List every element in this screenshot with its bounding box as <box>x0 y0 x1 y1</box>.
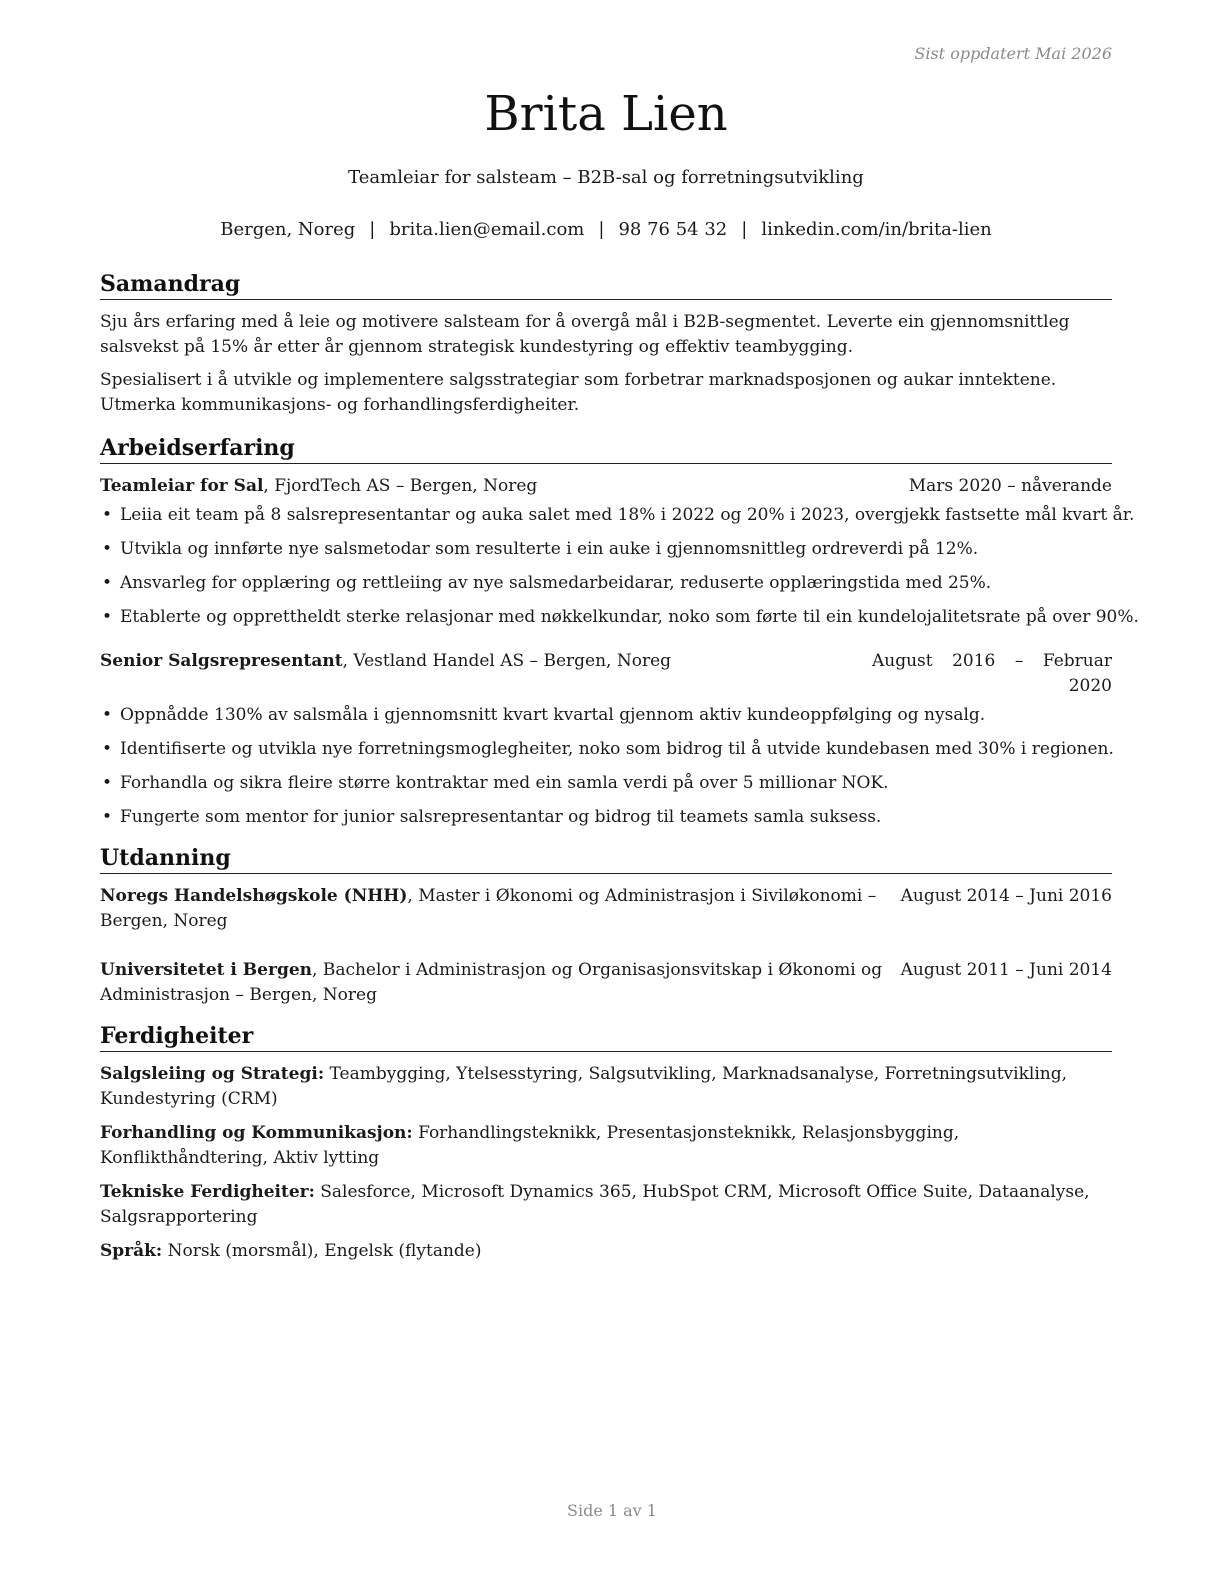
contact-linkedin[interactable]: linkedin.com/in/brita-lien <box>761 219 992 240</box>
section-title-education: Utdanning <box>100 844 1112 874</box>
skill-label: Språk: <box>100 1241 163 1261</box>
education-school: Universitetet i Bergen <box>100 960 313 980</box>
headline: Teamleiar for salsteam – B2B-sal og forretningsutvikling <box>348 167 864 188</box>
summary-paragraph: Spesialisert i å utvikle og implementere salgsstrategiar som forbetrar marknadsposjonen og aukar inntektene. Utmerka kommunikasjons- og forhandlingsferdigheiter. <box>100 370 1057 415</box>
skill-value: Salesforce, Microsoft Dynamics 365, HubSpot CRM, Microsoft Office Suite, Dataanalyse, Salgsrapportering <box>100 1182 1090 1227</box>
list-item <box>100 771 1112 796</box>
job-role: Teamleiar for Sal <box>100 476 264 496</box>
education-entry <box>100 884 1112 934</box>
job-header <box>100 474 1112 499</box>
section-title-skills: Ferdigheiter <box>100 1022 1112 1052</box>
last-updated: Sist oppdatert Mai 2026 <box>914 44 1112 63</box>
page-number: Side 1 av 1 <box>567 1501 657 1520</box>
bullet-icon: • <box>102 539 113 559</box>
bullet-icon: • <box>102 705 113 725</box>
resume-content <box>100 270 1139 1273</box>
bullet-icon: • <box>102 573 113 593</box>
bullet-text: Fungerte som mentor for junior salsrepresentantar og bidrog til teamets samla suksess. <box>120 807 882 827</box>
skill-value: Norsk (morsmål), Engelsk (flytande) <box>162 1241 482 1261</box>
skill-row <box>100 1121 1112 1171</box>
contact-separator: | <box>369 219 376 240</box>
skill-label: Forhandling og Kommunikasjon: <box>100 1123 413 1143</box>
summary-paragraph: Sju års erfaring med å leie og motivere salsteam for å overgå mål i B2B-segmentet. Leverte ein gjennomsnittleg salsvekst på 15% år etter år gjennom strategisk kundestyring og effektiv teambygging. <box>100 312 1070 357</box>
job-bullets <box>100 503 1139 630</box>
education-dates: August 2014 – Juni 2016 <box>900 886 1112 906</box>
person-name: Brita Lien <box>484 86 728 142</box>
contact-location: Bergen, Noreg <box>220 219 356 240</box>
section-title-summary: Samandrag <box>100 270 1112 300</box>
list-item <box>100 703 1112 728</box>
education-school: Noregs Handelshøgskole (NHH) <box>100 886 408 906</box>
skill-row <box>100 1062 1112 1112</box>
education-detail: , Master i Økonomi og Administrasjon i Siviløkonomi – Bergen, Noreg <box>100 886 877 931</box>
contact-separator: | <box>598 219 605 240</box>
list-item <box>100 737 1112 762</box>
education-entry <box>100 958 1112 1008</box>
job-header <box>100 649 1112 699</box>
job-entry <box>100 474 1139 630</box>
list-item <box>100 605 1139 630</box>
skill-label: Tekniske Ferdigheiter: <box>100 1182 315 1202</box>
contact-separator: | <box>741 219 748 240</box>
bullet-icon: • <box>102 607 113 627</box>
list-item <box>100 805 1112 830</box>
list-item <box>100 571 1112 596</box>
bullet-text: Identifiserte og utvikla nye forretningsmoglegheiter, noko som bidrog til å utvide kundebasen med 30% i regionen. <box>120 739 1114 759</box>
bullet-text: Ansvarleg for opplæring og rettleiing av nye salsmedarbeidarar, reduserte opplæringstida med 25%. <box>120 573 992 593</box>
job-company: , Vestland Handel AS – Bergen, Noreg <box>342 651 672 671</box>
list-item <box>100 537 1112 562</box>
job-company: , FjordTech AS – Bergen, Noreg <box>263 476 538 496</box>
job-role: Senior Salgsrepresentant <box>100 651 343 671</box>
contact-line <box>100 219 1112 240</box>
bullet-text: Utvikla og innførte nye salsmetodar som resulterte i ein auke i gjennomsnittleg ordreverdi på 12%. <box>120 539 979 559</box>
skill-row <box>100 1239 1112 1264</box>
job-dates: Mars 2020 – nåverande <box>908 476 1112 496</box>
bullet-text: Oppnådde 130% av salsmåla i gjennomsnitt kvart kvartal gjennom aktiv kundeoppfølging og nysalg. <box>120 705 986 725</box>
skill-value: Teambygging, Ytelsesstyring, Salgsutvikling, Marknadsanalyse, Forretningsutvikling, Kundestyring (CRM) <box>100 1064 1067 1109</box>
bullet-text: Leiia eit team på 8 salsrepresentantar og auka salet med 18% i 2022 og 20% i 2023, overgjekk fastsette mål kvart år. <box>120 505 1135 525</box>
bullet-icon: • <box>102 505 113 525</box>
education-dates: August 2011 – Juni 2014 <box>900 960 1112 980</box>
list-item <box>100 503 1135 528</box>
skill-row <box>100 1180 1112 1230</box>
bullet-icon: • <box>102 773 113 793</box>
bullet-icon: • <box>102 739 113 759</box>
job-entry <box>100 649 1112 830</box>
section-title-experience: Arbeidserfaring <box>100 434 1112 464</box>
bullet-text: Etablerte og opprettheldt sterke relasjonar med nøkkelkundar, noko som førte til ein kundelojalitetsrate på over 90%. <box>120 607 1139 627</box>
bullet-icon: • <box>102 807 113 827</box>
contact-phone: 98 76 54 32 <box>618 219 728 240</box>
contact-email[interactable]: brita.lien@email.com <box>389 219 585 240</box>
job-dates: August 2016 – Februar 2020 <box>872 651 1112 696</box>
bullet-text: Forhandla og sikra fleire større kontraktar med ein samla verdi på over 5 millionar NOK. <box>120 773 889 793</box>
education-detail: , Bachelor i Administrasjon og Organisasjonsvitskap i Økonomi og Administrasjon – Bergen, Noreg <box>100 960 883 1005</box>
skill-value: Forhandlingsteknikk, Presentasjonsteknikk, Relasjonsbygging, Konflikthåndtering, Aktiv lytting <box>100 1123 960 1168</box>
job-bullets <box>100 703 1112 830</box>
skill-label: Salgsleiing og Strategi: <box>100 1064 325 1084</box>
